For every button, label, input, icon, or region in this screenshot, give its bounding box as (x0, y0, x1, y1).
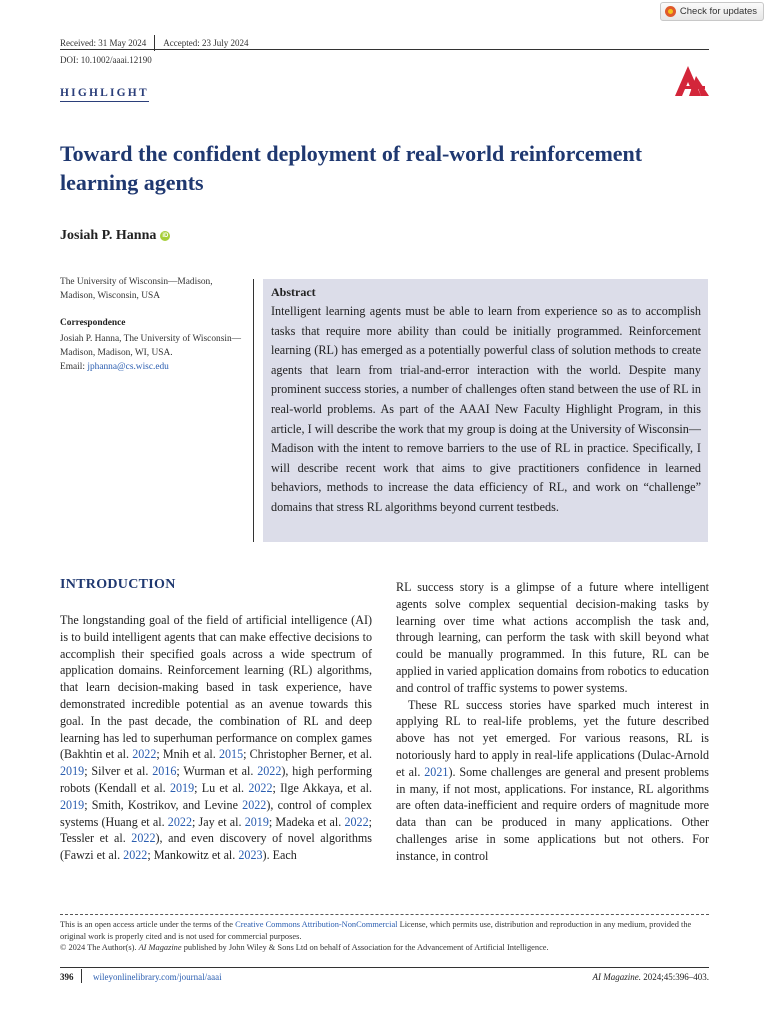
abstract-heading: Abstract (271, 285, 316, 299)
citation-link[interactable]: 2015 (218, 747, 244, 762)
citation-link[interactable]: 2019 (60, 797, 85, 812)
citation-link[interactable]: 2022 (123, 848, 148, 863)
paragraph-text: ; Smith, Kostrikov, and Levine (84, 797, 243, 812)
paragraph-text: ), control of complex systems (Huang et al. (60, 797, 372, 829)
citation-link[interactable]: 2022 (132, 747, 157, 762)
paragraph-text: ; Tessler et al. (60, 814, 372, 846)
paragraph-text: ; Mankowitz et al. (147, 848, 239, 863)
correspondence-address: Josiah P. Hanna, The University of Wisconsin—Madison, Madison, WI, USA. (60, 334, 242, 358)
footer-rule (60, 967, 709, 968)
author-name[interactable]: Josiah P. Hanna (60, 228, 157, 243)
paragraph-text: ; Lu et al. (194, 780, 249, 795)
paragraph-text: ; Wurman et al. (176, 764, 258, 779)
copyright-text: published by John Wiley & Sons Ltd on behalf of Association for the Advancement of Artificial Intelligence. (181, 943, 549, 953)
citation-link[interactable]: 2022 (344, 814, 369, 829)
header-rule (60, 49, 709, 50)
abstract-divider (253, 279, 254, 542)
copyright-journal: AI Magazine (138, 943, 182, 953)
received-date: Received: 31 May 2024 (60, 38, 147, 48)
license-footnote (60, 919, 709, 954)
paragraph-text: ). Each (262, 848, 297, 863)
copyright-text: © 2024 The Author(s). (60, 943, 139, 953)
correspondence-heading: Correspondence (60, 318, 126, 328)
citation-link[interactable]: 2022 (131, 831, 156, 846)
abstract-text: Intelligent learning agents must be able to learn from experience so as to accomplish tasks that require more ability than could be initially programmed. Reinforcement learning (RL) has emerged as a potentially powerful class of solution methods to create agents that learn from trial-and-error interaction with the world. Despite many prominent success stories, a number of challenges often stand between the use of RL in real-world problems. As part of the AAAI New Faculty Highlight Program, in this article, I will describe the work that my group is doing at the University of Wisconsin—Madison with the intent to remove barriers to the use of RL in practice. Specifically, I will describe recent work that aims to give practitioners confidence in learned behaviors, methods to increase the data efficiency of RL, and work on “challenge” domains that stress RL algorithms beyond current testbeds. (271, 304, 701, 514)
journal-name: AI Magazine. (592, 972, 641, 982)
citation-link[interactable]: 2022 (248, 780, 273, 795)
page-number: 396 (60, 972, 74, 982)
citation-link[interactable]: 2021 (424, 764, 449, 779)
orcid-icon[interactable]: iD (162, 233, 169, 239)
email-link[interactable]: jphanna@cs.wisc.edu (87, 362, 169, 372)
paragraph-text: ; Silver et al. (84, 764, 153, 779)
affiliation: The University of Wisconsin—Madison, Madison, Wisconsin, USA (60, 277, 213, 301)
paragraph-text: The longstanding goal of the field of artificial intelligence (AI) is to build intelligent agents that can make effective decisions to accomplish their specified goals across a wide spectrum of application domains. Reinforcement learning (RL) algorithms, that learn decision-making based in task experience, have demonstrated incredible potential as an avenue towards this goal. In the past decade, the combination of RL and deep learning has led to superhuman performance on complex games (Bakhtin et al. (60, 613, 372, 762)
aaai-logo-icon (675, 66, 709, 96)
paragraph-text: ; Jay et al. (191, 814, 245, 829)
paragraph-text: ), high performing robots (Kendall et al. (60, 764, 372, 795)
paragraph-text: These RL success stories have sparked much interest in applying RL to real-life problems, yet the future described above has not yet emerged. For various reasons, RL is notoriously hard to apply in real-life applications (Dulac-Arnold et al. (396, 697, 709, 779)
correspondence-text (60, 332, 250, 374)
intro-paragraph (396, 697, 709, 865)
intro-column-right (396, 579, 709, 865)
license-text: This is an open access article under the terms of the (60, 920, 236, 929)
journal-reference (592, 972, 709, 982)
footnote-rule (60, 914, 709, 915)
paragraph-text: ). Some challenges are general and present problems in many, if not most, applications. For instance, RL algorithms are often data-inefficient and require orders of magnitude more data than can be produced in many applications. Other challenges arise in some applications but not others. For instance, in control (396, 764, 709, 863)
paragraph-text: ; Mnih et al. (156, 747, 219, 762)
paragraph-text: ; Ilge Akkaya, et al. (272, 780, 373, 795)
citation-link[interactable]: 2019 (60, 764, 85, 779)
introduction-heading: INTRODUCTION (60, 577, 176, 592)
intro-paragraph: RL success story is a glimpse of a future where intelligent agents solve complex sequential decision-making tasks by learning over time what actions accomplish the task and, through learning, can perform the task with skill beyond what could be manually programmed. In this future, RL can be applied in varied application domains from robotics to education and control of traffic systems to power systems. (396, 580, 710, 695)
paragraph-text: ; Madeka et al. (268, 814, 345, 829)
check-for-updates-button[interactable] (660, 2, 764, 21)
author-line (60, 228, 170, 244)
crossmark-icon (665, 6, 676, 17)
citation-link[interactable]: 2022 (242, 797, 267, 812)
journal-volume: 2024;45:396–403. (640, 972, 709, 982)
citation-link[interactable]: 2022 (167, 814, 192, 829)
article-title: Toward the confident deployment of real-world reinforcement learning agents (60, 141, 643, 195)
email-label: Email: (60, 362, 88, 372)
doi: DOI: 10.1002/aaai.12190 (60, 55, 152, 65)
license-link[interactable]: Creative Commons Attribution-NonCommercial (235, 920, 398, 929)
citation-link[interactable]: 2022 (257, 764, 282, 779)
check-for-updates-label: Check for updates (679, 6, 757, 17)
paragraph-text: ), and even discovery of novel algorithms (Fawzi et al. (60, 831, 372, 863)
license-text: License, which permits use, distribution and reproduction in any medium, provided the original work is properly cited and is not used for commercial purposes. (60, 920, 692, 941)
paragraph-text: ; Christopher Berner, et al. (243, 747, 373, 762)
accepted-date: Accepted: 23 July 2024 (163, 38, 249, 48)
citation-link[interactable]: 2019 (244, 814, 269, 829)
citation-link[interactable]: 2023 (238, 848, 263, 863)
citation-link[interactable]: 2019 (169, 780, 195, 795)
citation-link[interactable]: 2016 (152, 764, 177, 779)
footer-divider (81, 969, 82, 983)
intro-column-left (60, 612, 372, 864)
journal-site-link[interactable]: wileyonlinelibrary.com/journal/aaai (93, 972, 222, 982)
section-label: HIGHLIGHT (60, 87, 149, 102)
